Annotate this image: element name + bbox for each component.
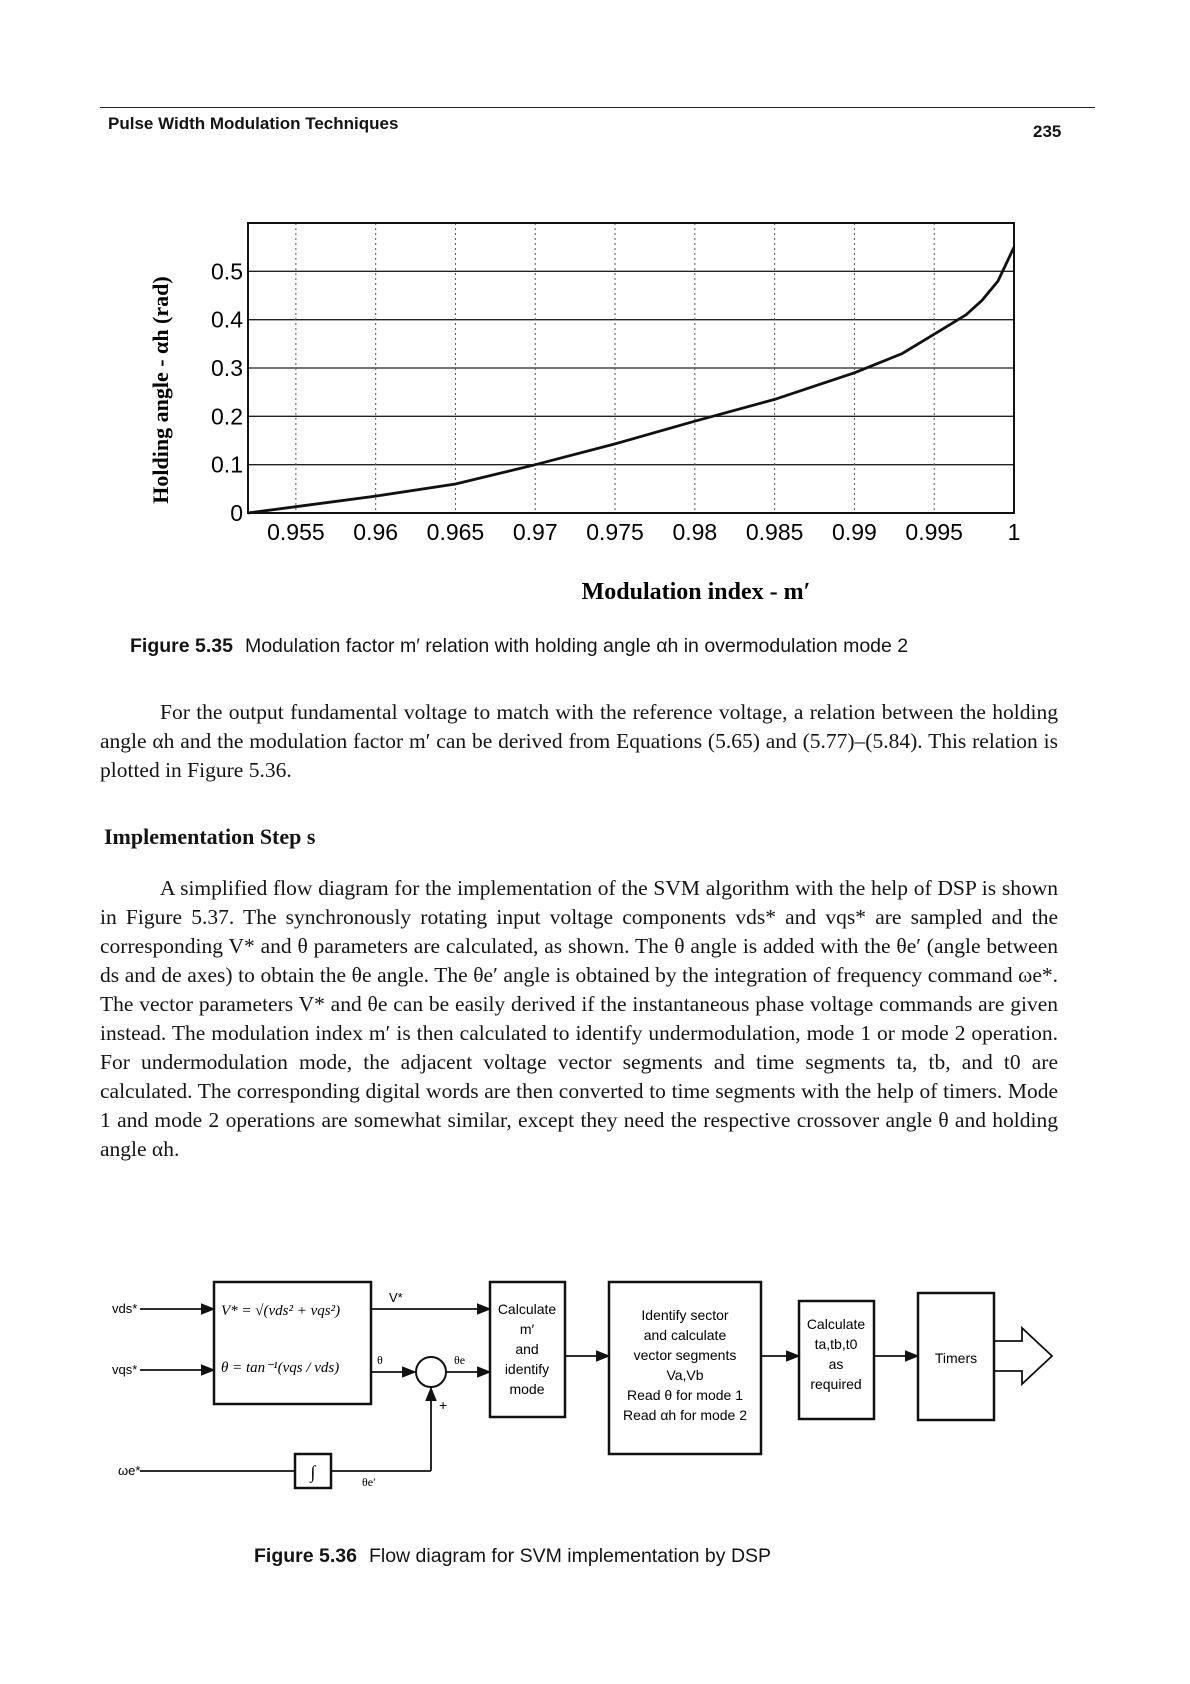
y-tick-label: 0.2	[211, 403, 243, 430]
integrator-symbol: ∫	[310, 1462, 316, 1482]
theta-label: θ	[377, 1353, 383, 1367]
figure-5-36-label: Figure 5.36	[254, 1545, 357, 1567]
y-tick-label: 0.1	[211, 451, 243, 478]
x-tick-label: 0.975	[586, 519, 644, 545]
x-tick-label: 0.97	[512, 519, 558, 545]
block3-text-line: vector segments	[633, 1347, 737, 1363]
block4-text-line: as	[828, 1356, 844, 1372]
summing-junction	[416, 1357, 446, 1387]
block2-text-line: m′	[519, 1321, 535, 1337]
chart-grid	[248, 223, 1014, 513]
paragraph-2	[100, 874, 1058, 1164]
identify-sector-text	[623, 1307, 747, 1423]
y-tick-labels	[211, 258, 243, 526]
block2-text-line: and	[515, 1341, 539, 1357]
y-tick-label: 0.3	[211, 355, 243, 381]
figure-5-36-text: Flow diagram for SVM implementation by DSP	[368, 1545, 772, 1567]
block3-text-line: Identify sector	[641, 1307, 729, 1323]
block2-text-line: identify	[504, 1361, 550, 1377]
svm-flow-diagram	[0, 1270, 1190, 1540]
v-star-label: V*	[389, 1290, 403, 1305]
x-tick-label: 0.985	[745, 519, 804, 545]
x-tick-label: 0.965	[426, 519, 485, 545]
block2-text-line: mode	[509, 1381, 545, 1397]
calculate-times-text	[807, 1316, 866, 1392]
x-tick-label: 0.955	[267, 519, 325, 545]
section-heading: Implementation Step s	[104, 824, 316, 849]
y-tick-label: 0	[230, 500, 243, 526]
output-arrow	[994, 1328, 1052, 1384]
plus-sign: +	[439, 1397, 448, 1413]
series-line-0	[248, 247, 1014, 513]
holding-angle-chart	[0, 0, 1190, 630]
theta-e-label: θe	[454, 1353, 466, 1367]
figure-5-35-text: Modulation factor m′ relation with holding angle αh in overmodulation mode 2	[244, 635, 909, 657]
x-tick-label: 0.98	[672, 519, 718, 545]
paragraph-1-text: For the output fundamental voltage to match with the reference voltage, a relation between the holding angle αh and the modulation factor m′ can be derived from Equations (5.65) and (5.77)–(5.84). This relation is plotted in Figure 5.36.	[100, 700, 1058, 782]
block3-text-line: Read αh for mode 2	[622, 1407, 748, 1423]
paragraph-1	[100, 698, 1058, 785]
figure-5-35-label: Figure 5.35	[130, 635, 233, 657]
we-input-label: ωe*	[118, 1463, 141, 1478]
block2-text-line: Calculate	[497, 1301, 557, 1317]
x-tick-labels	[267, 519, 1020, 545]
theta-e-prime-label: θe′	[362, 1475, 376, 1489]
theta-equation: θ = tan⁻¹(vqs / vds)	[221, 1360, 340, 1376]
vqs-input-label: vqs*	[112, 1362, 138, 1377]
x-tick-label: 0.995	[905, 519, 963, 545]
y-tick-label: 0.4	[211, 306, 243, 333]
calculate-m-text	[498, 1301, 557, 1397]
x-tick-label: 0.99	[832, 519, 877, 545]
y-tick-label: 0.5	[211, 258, 243, 285]
block3-text-line: Va,Vb	[666, 1367, 704, 1383]
y-axis-label: Holding angle - αh (rad)	[148, 276, 173, 504]
figure-5-36-caption	[254, 1545, 771, 1568]
running-head: Pulse Width Modulation Techniques	[108, 114, 399, 133]
x-tick-label: 1	[1007, 519, 1021, 545]
paragraph-2-text: A simplified flow diagram for the implementation of the SVM algorithm with the help of DSP is shown in Figure 5.37. The synchronously rotating input voltage components vds* and vqs* are sampled and the corresponding V* and θ parameters are calculated, as shown. The θ angle is added with the θe′ (angle between ds and de axes) to obtain the θe angle. The θe′ angle is obtained by the integration of frequency command ωe*. The vector parameters V* and θe can be easily derived if the instantaneous phase voltage commands are given instead. The modulation index m′ is then calculated to identify undermodulation, mode 1 or mode 2 operation. For undermodulation mode, the adjacent voltage vector segments and time segments ta, tb, and t0 are calculated. The corresponding digital words are then converted to time segments with the help of timers. Mode 1 and mode 2 operations are somewhat similar, except they need the respective crossover angle θ and holding angle αh.	[100, 876, 1058, 1161]
x-axis-label: Modulation index - m′	[581, 579, 811, 605]
block3-text-line: Read θ for mode 1	[627, 1387, 743, 1403]
x-tick-label: 0.96	[353, 519, 399, 545]
timers-label: Timers	[934, 1350, 978, 1366]
block4-text-line: ta,tb,t0	[814, 1336, 858, 1352]
v-star-equation: V* = √(vds² + vqs²)	[221, 1303, 341, 1319]
block3-text-line: and calculate	[643, 1327, 727, 1343]
page-number: 235	[1033, 122, 1062, 141]
block4-text-line: Calculate	[806, 1316, 866, 1332]
figure-5-35-caption	[130, 635, 908, 658]
vds-input-label: vds*	[112, 1301, 138, 1316]
vector-computation-block	[214, 1282, 371, 1404]
block4-text-line: required	[810, 1376, 862, 1392]
